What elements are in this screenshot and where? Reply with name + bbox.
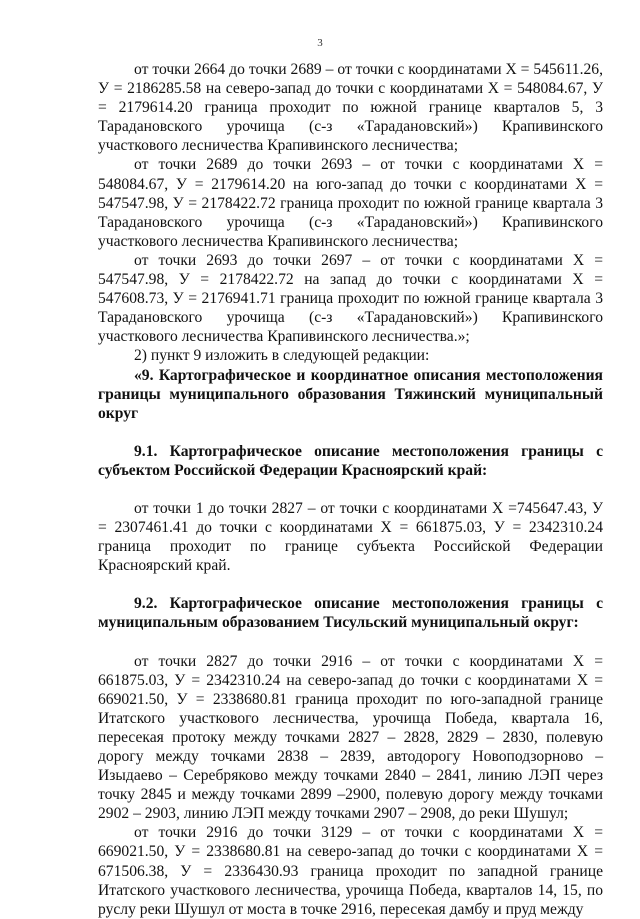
section-9-1-heading: 9.1. Картографическое описание местоположения границы с субъектом Российской Федерации Красноярский край: bbox=[98, 442, 603, 479]
paragraph-segment-2664-2689: от точки 2664 до точки 2689 – от точки с координатами Х = 545611.26, У = 2186285.58 на северо-запад до точки с координатами Х = 548084.67, У = 2179614.20 граница проходит по южной границе кварталов 5, 3 Тарадановского урочища (с-з «Тарадановский») Крапивинского участкового лесничества Крапивинского лесничества; bbox=[98, 61, 603, 155]
paragraph-segment-2689-2693: от точки 2689 до точки 2693 – от точки с координатами Х = 548084.67, У = 2179614.20 на юго-запад до точки с координатами Х = 547547.98, У = 2178422.72 граница проходит по южной границе квартала 3 Тарадановского урочища (с-з «Тарадановский») Крапивинского участкового лесничества Крапивинского лесничества; bbox=[98, 156, 603, 250]
page-number: 3 bbox=[317, 37, 323, 49]
paragraph-segment-1-2827: от точки 1 до точки 2827 – от точки с координатами Х =745647.43, У = 2307461.41 до точки с координатами Х = 661875.03, У = 2342310.24 граница проходит по границе субъекта Российской Федерации Красноярский край. bbox=[98, 499, 603, 575]
section-9-heading: «9. Картографическое и координатное описания местоположения границы муниципального образования Тяжинский муниципальный округ bbox=[98, 366, 603, 422]
paragraph-segment-2693-2697: от точки 2693 до точки 2697 – от точки с координатами Х = 547547.98, У = 2178422.72 на запад до точки с координатами Х = 547608.73, У = 2176941.71 граница проходит по южной границе квартала 3 Тарадановского урочища (с-з «Тарадановский») Крапивинского участкового лесничества Крапивинского лесничества.»; bbox=[98, 251, 603, 346]
document-body bbox=[98, 60, 603, 919]
spacer bbox=[98, 633, 603, 652]
paragraph-item-2: 2) пункт 9 изложить в следующей редакции: bbox=[134, 347, 430, 365]
paragraph-segment-2916-3129: от точки 2916 до точки 3129 – от точки с координатами Х = 669021.50, У = 2338680.81 на северо-запад до точки с координатами Х = 671506.38, У = 2336430.93 граница проходит по западной границе Итатского участкового лесничества, урочища Победа, кварталов 14, 15, по руслу реки Шушул от моста в точке 2916, пересекая дамбу и пруд между bbox=[98, 824, 603, 918]
spacer bbox=[98, 480, 603, 499]
section-9-2-heading: 9.2. Картографическое описание местоположения границы с муниципальным образованием Тисульский муниципальный округ: bbox=[98, 595, 603, 632]
spacer bbox=[98, 423, 603, 442]
spacer bbox=[98, 575, 603, 594]
paragraph-segment-2827-2916: от точки 2827 до точки 2916 – от точки с координатами Х = 661875.03, У = 2342310.24 на северо-запад до точки с координатами Х = 669021.50, У = 2338680.81 граница проходит по юго-западной границе Итатского участкового лесничества, урочища Победа, квартала 16, пересекая протоку между точками 2827 – 2828, 2829 – 2830, полевую дорогу между точками 2838 – 2839, автодорогу Новоподзорново – Изыдаево – Серебряково между точками 2840 – 2841, линию ЛЭП через точку 2845 и между точками 2899 –2900, полевую дорогу между точками 2902 – 2903, линию ЛЭП между точками 2907 – 2908, до реки Шушул; bbox=[98, 652, 603, 823]
